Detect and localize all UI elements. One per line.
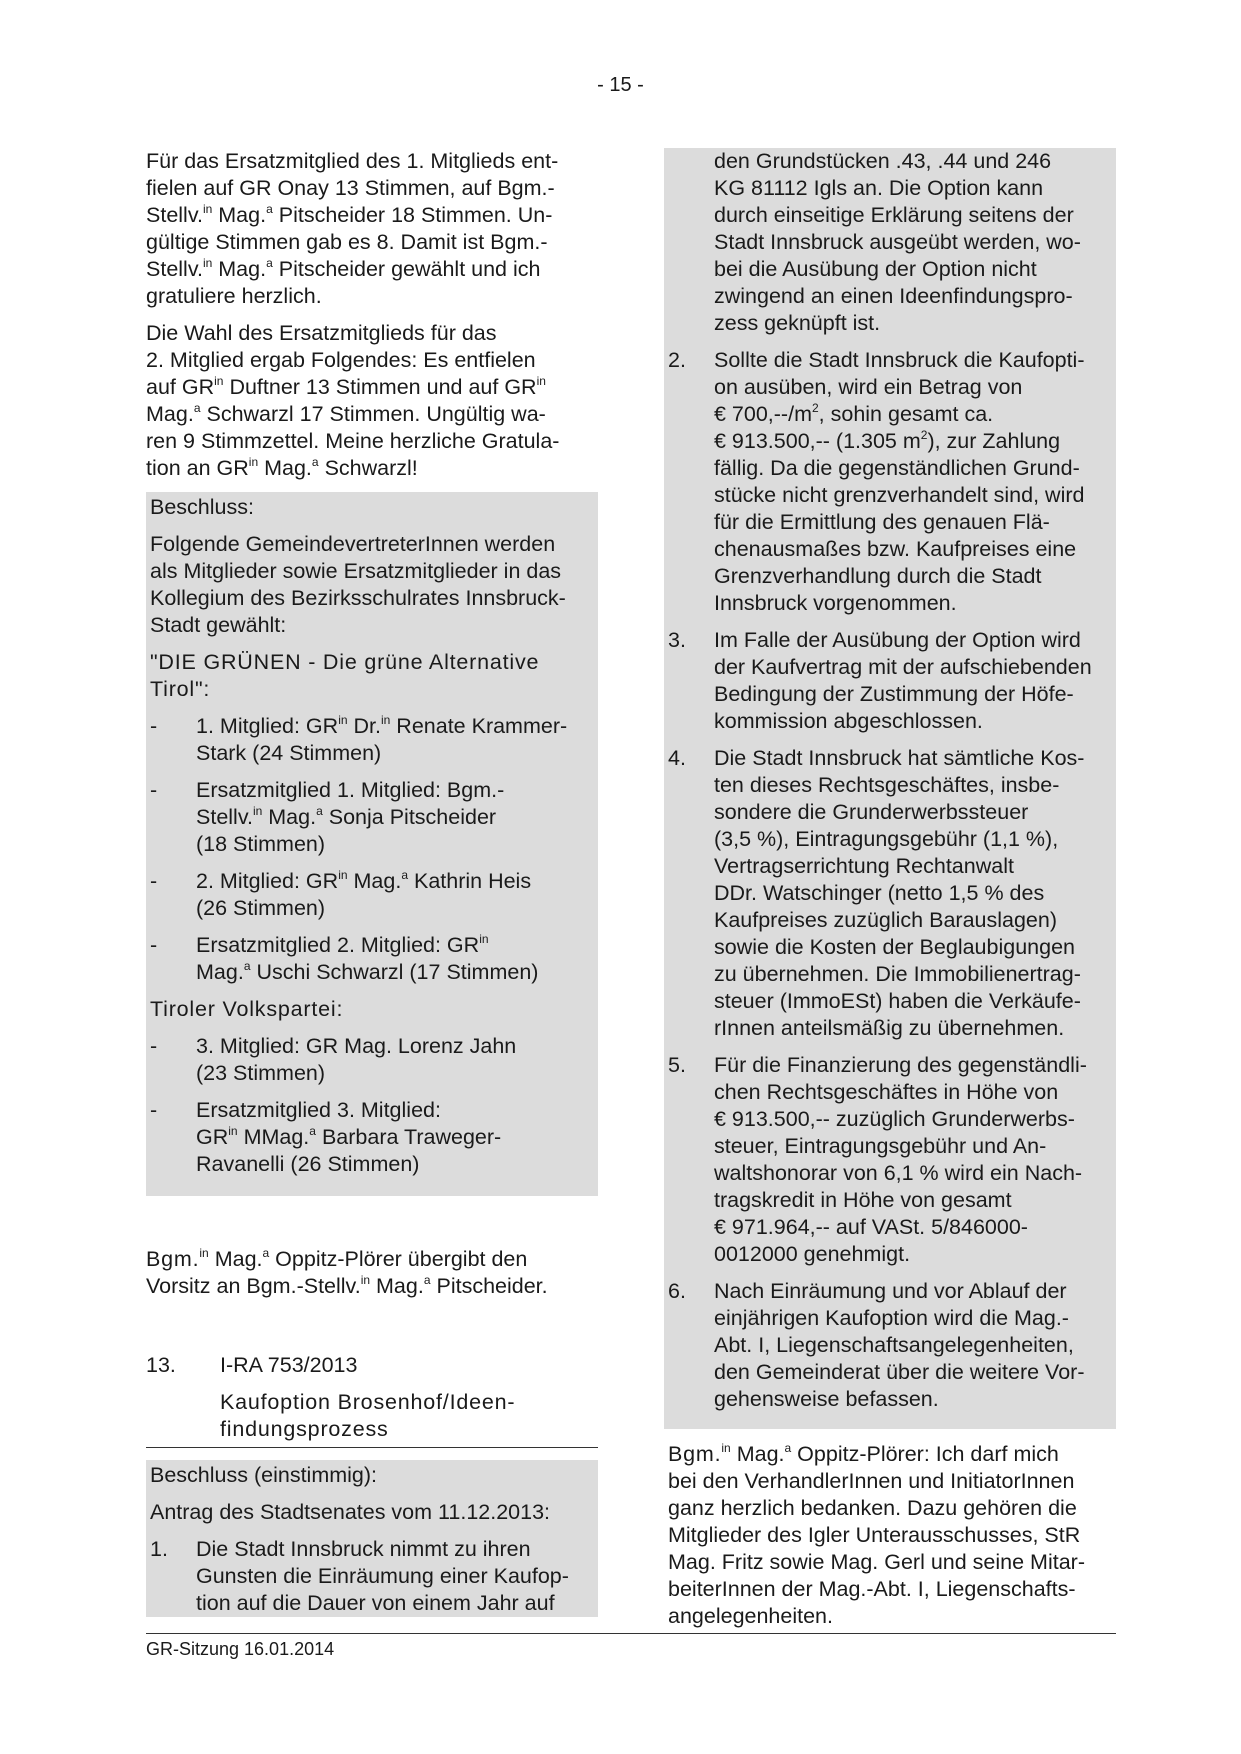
agenda-ref: I-RA 753/2013 xyxy=(220,1353,358,1377)
list-item: 4. Die Stadt Innsbruck hat sämtliche Kos- ten dieses Rechtsgeschäftes, insbe- sondere die Grunderwerbssteuer (3,5 %), Eintragungsgebühr (1,1 %), Vertragserrichtung Rechtanwalt DDr. Watschinger (netto 1,5 % des Kaufpreises zuzüglich Barauslagen) sowie die Kosten der Beglaubigungen zu übernehmen. Die Immobilienertrag- steuer (ImmoESt) haben die Verkäufe- rInnen anteilsmäßig zu übernehmen. xyxy=(668,746,1085,1040)
beschluss-box-continued xyxy=(664,148,1116,1429)
list-item: - Ersatzmitglied 3. Mitglied: $GR^{in}$ MMag.$^a$ Barbara Traweger- Ravanelli (26 Stimmen) xyxy=(150,1098,502,1176)
party-gruene: "DIE GRÜNEN - Die grüne Alternative Tirol": xyxy=(150,650,540,701)
list-item: 2. Sollte die Stadt Innsbruck die Kaufopti- on ausüben, wird ein Betrag von € $700,--/m^2$, sohin gesamt ca. € 913.500,-- (1.305 $m^2$), zur Zahlung fällig. Da die gegenständlichen Grund- stücke nicht grenzverhandelt sind, wird für die Ermittlung des genauen Flä- chenausmaßes bzw. Kaufpreises eine Grenzverhandlung durch die Stadt Innsbruck vorgenommen. xyxy=(668,348,1085,615)
agenda-title: Kaufoption Brosenhof/Ideen- findungsprozess xyxy=(146,1379,598,1448)
page-number: - 15 - xyxy=(597,74,644,96)
beschluss-box-2 xyxy=(146,1460,598,1617)
paragraph-closing: Bgm.$^{in}$ Mag.$^a$ Oppitz-Plörer: Ich darf mich bei den VerhandlerInnen und InitiatorInnen ganz herzlich bedanken. Dazu gehören die Mitglieder des Igler Unterausschusses, StR Mag. Fritz sowie Mag. Gerl und seine Mitar- beiterInnen der Mag.-Abt. I, Liegenschafts- angelegenheiten. xyxy=(668,1440,1085,1628)
list-item: 5. Für die Finanzierung des gegenständli- chen Rechtsgeschäftes in Höhe von € 913.500,-- zuzüglich Grunderwerbs- steuer, Eintragungsgebühr und An- waltshonorar von 6,1 % wird ein Nach- tragskredit in Höhe von gesamt € 971.964,-- auf VASt. 5/846000- 0012000 genehmigt. xyxy=(668,1053,1087,1266)
list-item: 6. Nach Einräumung und vor Ablauf der einjährigen Kaufoption wird die Mag.- Abt. I, Liegenschaftsangelegenheiten, den Gemeinderat über die weitere Vor- gehensweise befassen. xyxy=(668,1279,1085,1411)
list-item: 1. Die Stadt Innsbruck nimmt zu ihren Gunsten die Einräumung einer Kaufop- tion auf die Dauer von einem Jahr auf xyxy=(150,1537,569,1615)
list-item: - 2. Mitglied: $GR^{in}$ Mag.$^a$ Kathrin Heis (26 Stimmen) xyxy=(150,867,532,920)
paragraph-vorsitz: Bgm.$^{in}$ Mag.$^a$ Oppitz-Plörer übergibt den Vorsitz an Bgm.-Stellv.$^{in}$ Mag.$^a$ Pitscheider. xyxy=(146,1245,548,1298)
party-oevp: Tiroler Volkspartei: xyxy=(150,997,344,1021)
list-item: - Ersatzmitglied 1. Mitglied: Bgm.- Stellv.$^{in}$ Mag.$^a$ Sonja Pitscheider (18 Stimmen) xyxy=(150,778,505,856)
antrag-line: Antrag des Stadtsenates vom 11.12.2013: xyxy=(150,1500,551,1524)
beschluss-box xyxy=(146,492,598,1196)
list-item: - Ersatzmitglied 2. Mitglied: $GR^{in}$ Mag.$^a$ Uschi Schwarzl (17 Stimmen) xyxy=(150,931,539,984)
list-item: - 3. Mitglied: GR Mag. Lorenz Jahn (23 Stimmen) xyxy=(150,1034,517,1085)
list-item: - 1. Mitglied: $GR^{in}$ Dr.$^{in}$ Renate Krammer- Stark (24 Stimmen) xyxy=(150,712,568,765)
beschluss-label: Beschluss (einstimmig): xyxy=(150,1463,377,1487)
beschluss-label: Beschluss: xyxy=(150,495,254,519)
list-item: den Grundstücken .43, .44 und 246 KG 81112 Igls an. Die Option kann durch einseitige Erklärung seitens der Stadt Innsbruck ausgeübt werden, wo- bei die Ausübung der Option nicht zwingend an einen Ideenfindungspro- zess geknüpft ist. xyxy=(714,149,1081,335)
left-column xyxy=(146,148,598,1627)
list-item: 3. Im Falle der Ausübung der Option wird der Kaufvertrag mit der aufschiebenden Bedingung der Zustimmung der Höfe- kommission abgeschlossen. xyxy=(668,628,1092,733)
paragraph-ersatz-1: Für das Ersatzmitglied des 1. Mitglieds ent- fielen auf GR Onay 13 Stimmen, auf Bgm.- Stellv.$^{in}$ Mag.$^a$ Pitscheider 18 Stimmen. Un- gültige Stimmen gab es 8. Damit ist Bgm.- Stellv.$^{in}$ Mag.$^a$ Pitscheider gewählt und ich gratuliere herzlich. xyxy=(146,149,559,308)
footer-text: GR-Sitzung 16.01.2014 xyxy=(146,1639,335,1659)
agenda-item-13 xyxy=(146,1352,598,1379)
footer-divider xyxy=(146,1633,1116,1634)
agenda-number: 13. xyxy=(146,1353,176,1377)
paragraph-ersatz-2: Die Wahl des Ersatzmitglieds für das 2. Mitglied ergab Folgendes: Es entfielen auf $GR^{in}$ Duftner 13 Stimmen und auf $GR^{in}$ Mag.$^a$ Schwarzl 17 Stimmen. Ungültig wa- ren 9 Stimmzettel. Meine herzliche Gratula- tion an $GR^{in}$ Mag.$^a$ Schwarzl! xyxy=(146,321,560,480)
right-column xyxy=(664,148,1116,1640)
beschluss-text: Folgende GemeindevertreterInnen werden als Mitglieder sowie Ersatzmitglieder in das Kollegium des Bezirksschulrates Innsbruck- Stadt gewählt: xyxy=(150,532,566,637)
